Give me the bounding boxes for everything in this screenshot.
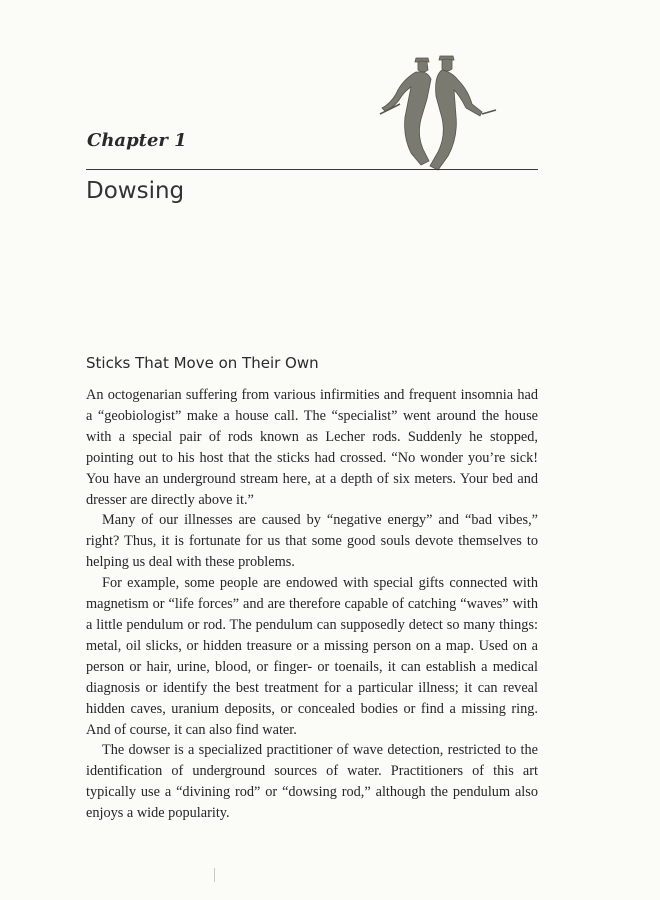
- paragraph: An octogenarian suffering from various infirmities and frequent insomnia had a “geobiologist” make a house call. The “specialist” went around the house with a special pair of rods known as Lecher rods. Suddenly he stopped, pointing out to his host that the sticks had crossed. “No wonder you’re sick! You have an underground stream here, at a depth of six meters. Your bed and dresser are directly above it.”: [86, 387, 538, 508]
- chapter-label: Chapter 1: [87, 130, 187, 151]
- mirrored-figures-icon: [378, 48, 498, 176]
- scan-mark: [214, 868, 215, 882]
- chapter-divider: [86, 169, 538, 170]
- section-heading: Sticks That Move on Their Own: [86, 354, 319, 372]
- paragraph: For example, some people are endowed with special gifts connected with magnetism or “life forces” and are therefore capable of catching “waves” with a little pendulum or rod. The pendulum can supposedly detect so many things: metal, oil slicks, or hidden treasure or a missing person on a map. Used on a person or hair, urine, blood, or finger- or toenails, it can establish a medical diagnosis or identify the best treatment for a particular illness; it can reveal hidden caves, uranium deposits, or concealed bodies or find a missing ring. And of course, it can also find water.: [86, 575, 538, 738]
- paragraph: Many of our illnesses are caused by “negative energy” and “bad vibes,” right? Thus, it is fortunate for us that some good souls devote themselves to helping us deal with these problems.: [86, 512, 538, 571]
- body-text: [86, 385, 538, 824]
- paragraph: The dowser is a specialized practitioner of wave detection, restricted to the identification of underground sources of water. Practitioners of this art typically use a “divining rod” or “dowsing rod,” although the pendulum also enjoys a wide popularity.: [86, 742, 538, 822]
- chapter-title: Dowsing: [86, 178, 185, 204]
